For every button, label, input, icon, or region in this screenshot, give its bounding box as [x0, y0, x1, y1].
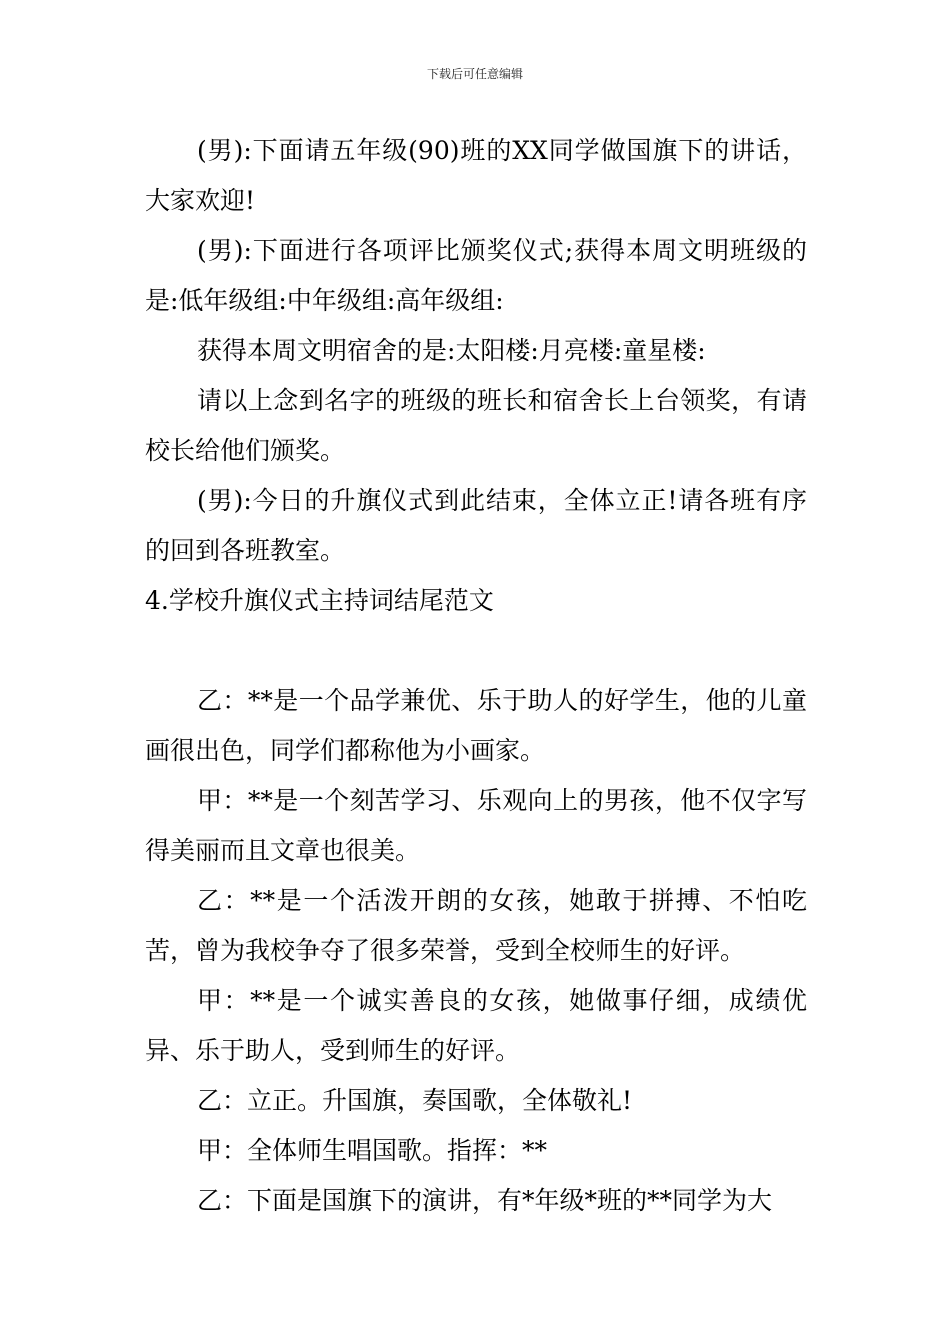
dialogue-line: 乙：**是一个品学兼优、乐于助人的好学生，他的儿童画很出色，同学们都称他为小画家。 [145, 686, 807, 765]
page-header: 下载后可任意编辑 [426, 67, 523, 81]
dialogue-line: 甲：**是一个刻苦学习、乐观向上的男孩，他不仅字写得美丽而且文章也很美。 [145, 786, 807, 865]
dialogue-line: 乙：下面是国旗下的演讲，有*年级*班的**同学为大 [197, 1186, 773, 1215]
paragraph: (男):下面进行各项评比颁奖仪式;获得本周文明班级的是:低年级组:中年级组:高年级组: [145, 236, 807, 315]
dialogue-line: 甲：全体师生唱国歌。指挥：** [197, 1136, 548, 1165]
paragraph: (男):今日的升旗仪式到此结束，全体立正!请各班有序的回到各班教室。 [145, 486, 807, 565]
paragraph: (男):下面请五年级(90)班的XX同学做国旗下的讲话，大家欢迎! [145, 136, 807, 215]
section-heading: 4.学校升旗仪式主持词结尾范文 [145, 586, 494, 615]
paragraph: 请以上念到名字的班级的班长和宿舍长上台领奖，有请校长给他们颁奖。 [145, 386, 807, 465]
dialogue-line: 甲：**是一个诚实善良的女孩，她做事仔细，成绩优异、乐于助人，受到师生的好评。 [145, 986, 807, 1065]
document-body [145, 126, 807, 1226]
dialogue-line: 乙：立正。升国旗，奏国歌，全体敬礼! [197, 1086, 633, 1115]
dialogue-line: 乙：**是一个活泼开朗的女孩，她敢于拼搏、不怕吃苦，曾为我校争夺了很多荣誉，受到全校师生的好评。 [145, 886, 807, 965]
blank-line [145, 626, 807, 676]
paragraph: 获得本周文明宿舍的是:太阳楼:月亮楼:童星楼: [197, 336, 706, 365]
